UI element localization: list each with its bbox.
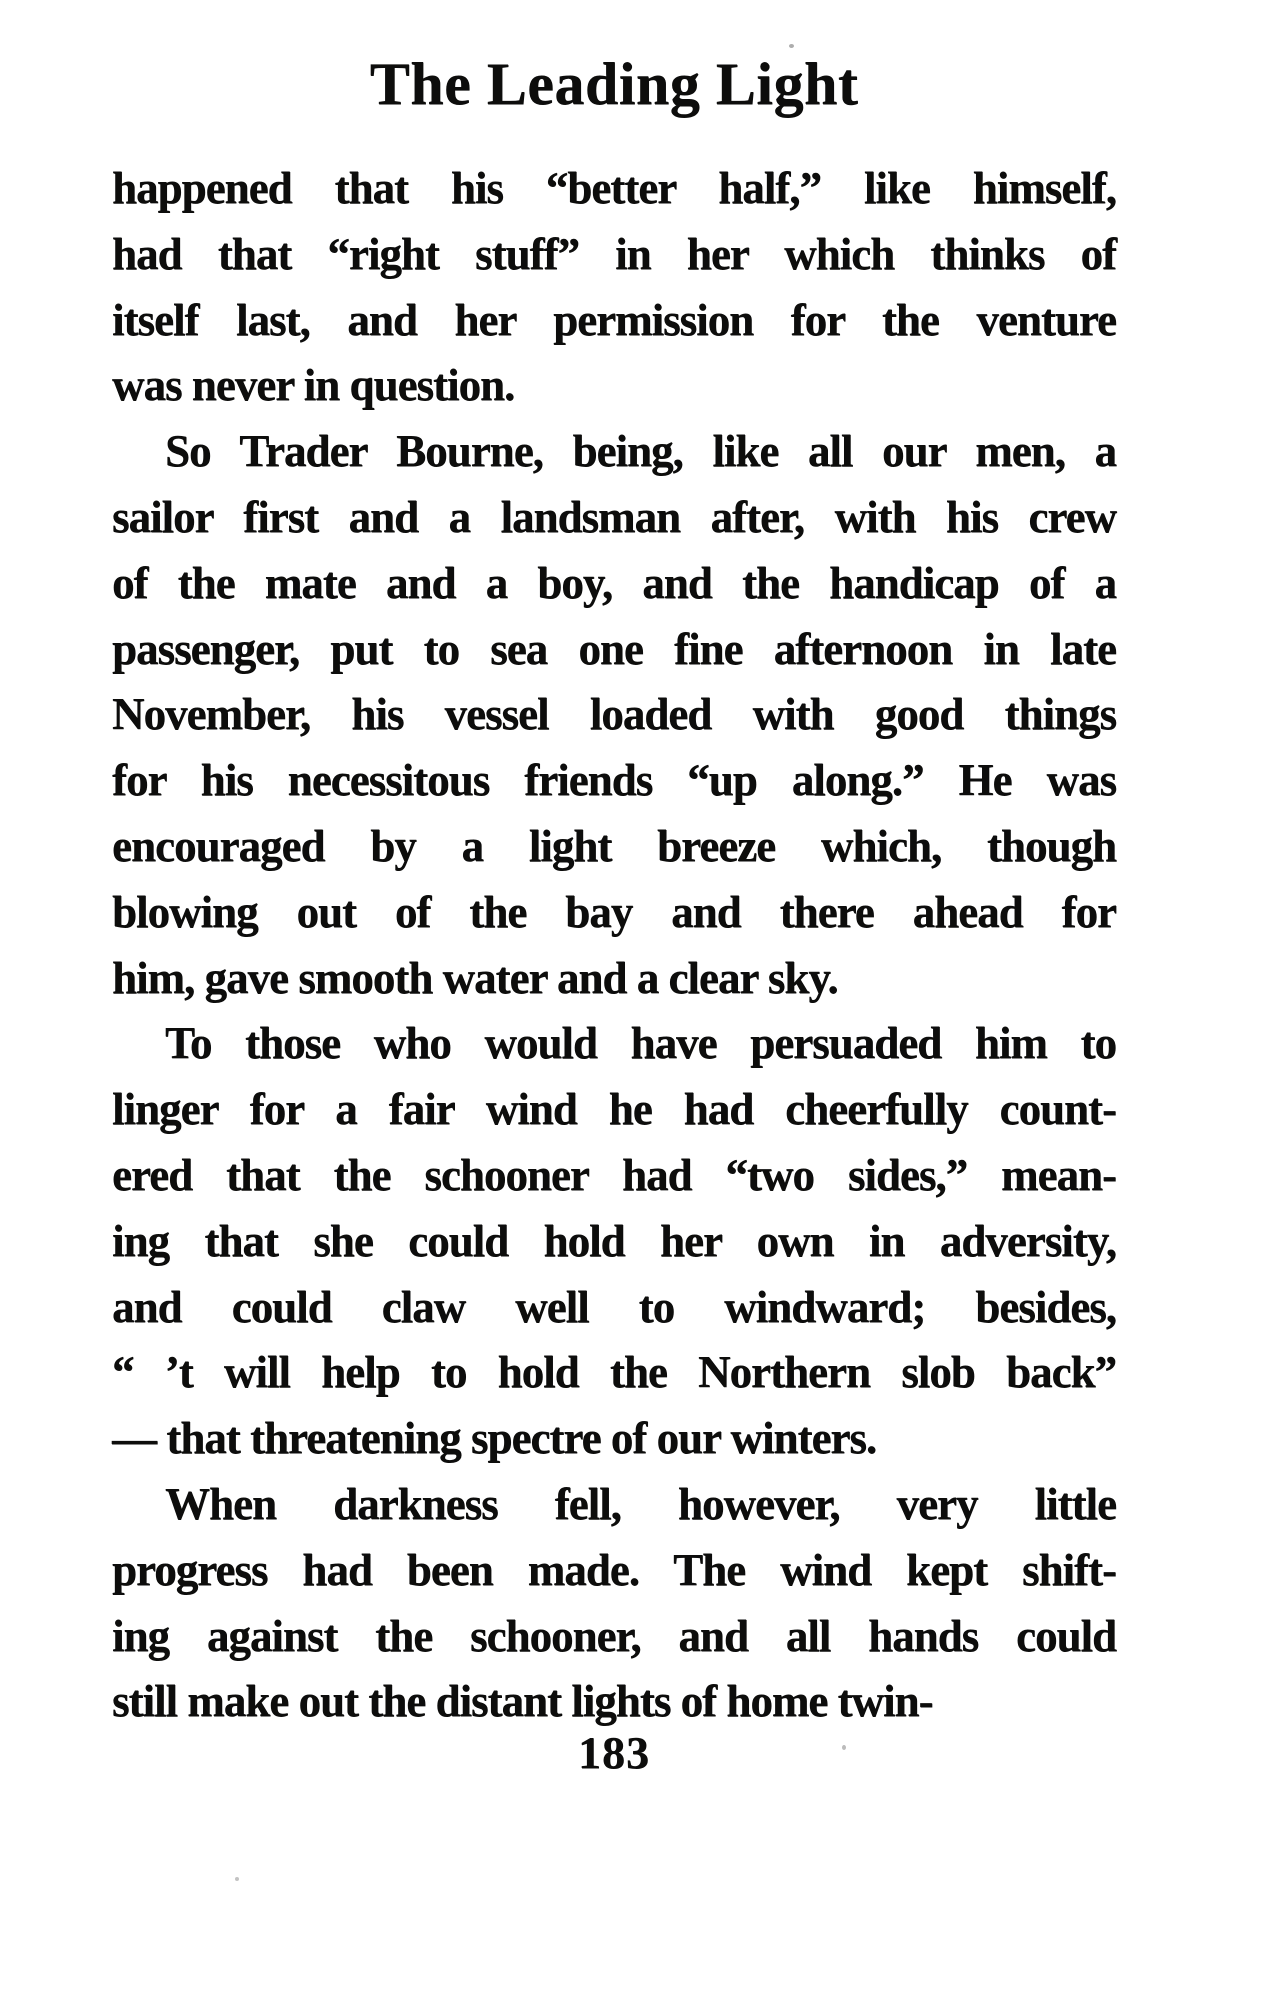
text-line: encouraged by a light breeze which, though (112, 820, 1116, 871)
text-line: sailor first and a landsman after, with his crew (112, 491, 1116, 542)
text-line: linger for a fair wind he had cheerfully count- (112, 1084, 1116, 1135)
text-line: for his necessitous friends “up along.” He was (112, 755, 1116, 806)
text-line: ing against the schooner, and all hands could (112, 1610, 1116, 1661)
text-line: was never in question. (112, 360, 515, 411)
text-line: had that “right stuff” in her which thinks of (112, 228, 1116, 279)
text-line: — that threatening spectre of our winters. (112, 1413, 877, 1464)
body-text (112, 156, 1116, 1735)
text-line: progress had been made. The wind kept shift- (112, 1544, 1116, 1595)
page-number: 183 (578, 1727, 650, 1778)
text-line: ered that the schooner had “two sides,” mean- (112, 1149, 1116, 1200)
text-line: ing that she could hold her own in adversity, (112, 1215, 1116, 1266)
scan-artifact-dot (235, 1877, 239, 1881)
text-line: happened that his “better half,” like himself, (112, 163, 1116, 213)
text-line: him, gave smooth water and a clear sky. (112, 952, 838, 1003)
text-line: To those who would have persuaded him to (165, 1018, 1116, 1069)
scan-artifact-dot (789, 44, 794, 48)
text-line: itself last, and her permission for the venture (112, 294, 1116, 345)
text-line: of the mate and a boy, and the handicap of a (112, 557, 1116, 608)
text-line: So Trader Bourne, being, like all our men, a (165, 426, 1116, 477)
text-line: passenger, put to sea one fine afternoon in late (112, 623, 1116, 674)
text-line: “ ’t will help to hold the Northern slob back” (112, 1347, 1116, 1398)
chapter-title: The Leading Light (369, 51, 859, 117)
text-line: still make out the distant lights of home twin- (112, 1676, 933, 1727)
text-line: When darkness fell, however, very little (165, 1478, 1116, 1529)
text-line: blowing out of the bay and there ahead for (112, 886, 1116, 937)
text-line: November, his vessel loaded with good things (112, 689, 1116, 740)
text-line: and could claw well to windward; besides, (112, 1281, 1116, 1332)
